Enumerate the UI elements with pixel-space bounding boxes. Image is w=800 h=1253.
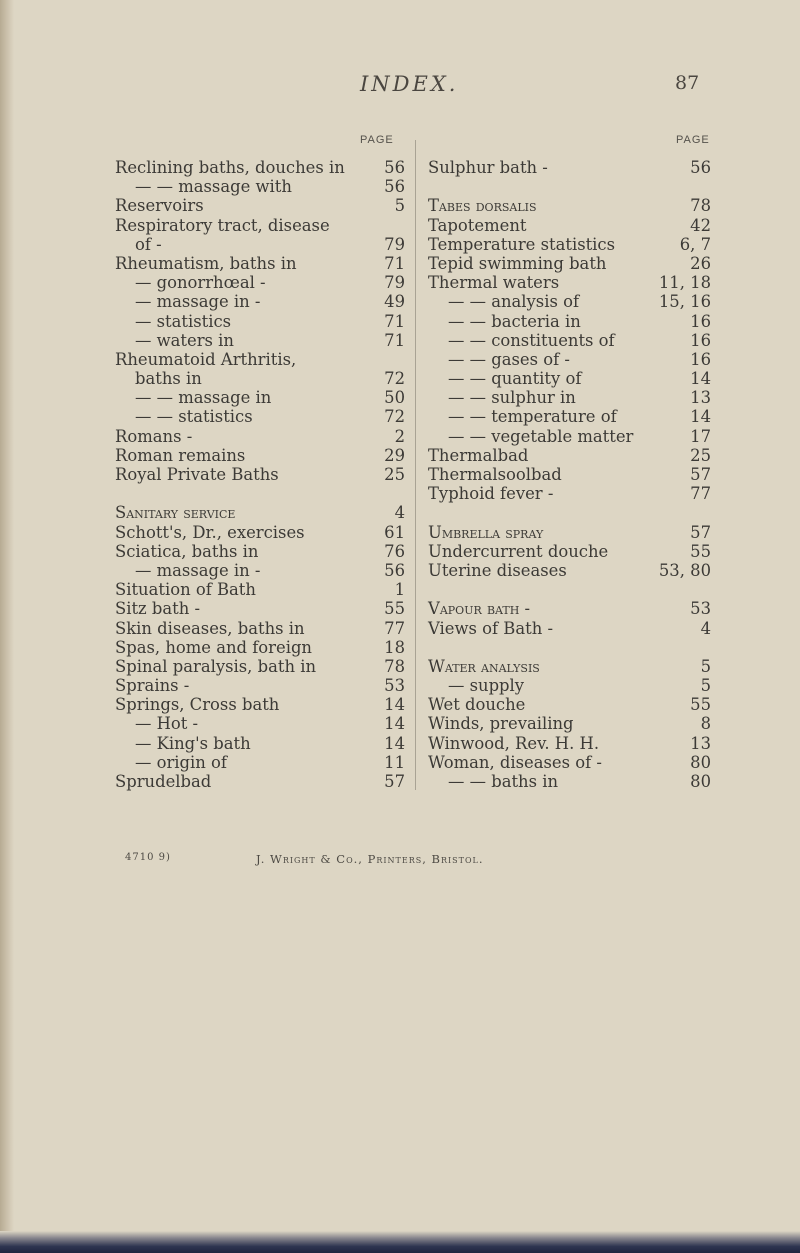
entry-page: 79 <box>384 273 405 293</box>
entry-page: 53, 80 <box>658 560 711 580</box>
index-entry <box>115 350 405 369</box>
right-column-head: PAGE <box>676 134 710 146</box>
entry-label: Undercurrent douche <box>428 541 609 561</box>
entry-page: 55 <box>690 541 711 561</box>
index-entry <box>428 446 711 465</box>
index-spacer <box>428 177 711 196</box>
entry-label: of - <box>135 234 162 254</box>
entry-page: 55 <box>690 695 711 715</box>
entry-page: 8 <box>700 714 711 734</box>
entry-label: Thermal waters <box>428 273 560 293</box>
entry-label: Rheumatoid Arthritis, <box>115 349 297 369</box>
entry-page: 71 <box>384 330 405 350</box>
entry-page: 53 <box>690 599 711 619</box>
index-entry <box>428 273 711 292</box>
index-spacer <box>428 580 711 599</box>
entry-page: 1 <box>394 580 405 600</box>
entry-label: Typhoid fever - <box>428 484 554 504</box>
index-entry <box>428 734 711 753</box>
entry-label: — King's bath <box>135 733 251 753</box>
entry-label: Views of Bath - <box>428 618 553 638</box>
index-entry <box>115 446 405 465</box>
index-entry <box>115 657 405 676</box>
index-entry <box>115 407 405 426</box>
index-entry <box>428 599 711 618</box>
index-entry <box>115 254 405 273</box>
entry-page: 5 <box>700 676 711 696</box>
entry-label: Sprudelbad <box>115 772 212 791</box>
entry-label: Sciatica, baths in <box>115 541 259 561</box>
index-entry <box>115 753 405 772</box>
entry-page: 72 <box>384 407 405 427</box>
index-entry <box>115 714 405 733</box>
index-entry <box>115 542 405 561</box>
entry-label: Umbrella spray <box>428 522 544 542</box>
index-entry <box>428 753 711 772</box>
entry-label: Uterine diseases <box>428 560 567 580</box>
entry-page: 14 <box>384 733 405 753</box>
entry-page: 2 <box>394 426 405 446</box>
entry-page: 4 <box>700 618 711 638</box>
entry-label: — — constituents of <box>448 330 615 350</box>
index-entry <box>115 273 405 292</box>
entry-page: 79 <box>384 234 405 254</box>
entry-page: 16 <box>690 311 711 331</box>
index-entry <box>428 484 711 503</box>
entry-page: 14 <box>690 369 711 389</box>
index-entry <box>115 599 405 618</box>
entry-label: baths in <box>135 369 202 389</box>
entry-page: 14 <box>384 695 405 715</box>
index-column-right <box>428 158 711 791</box>
entry-label: Situation of Bath <box>115 580 256 600</box>
entry-label: Thermalbad <box>428 445 529 465</box>
page-title: INDEX. <box>360 72 459 96</box>
entry-label: Thermalsoolbad <box>428 465 562 484</box>
entry-page: 5 <box>394 196 405 216</box>
entry-page: 13 <box>690 733 711 753</box>
index-entry <box>428 542 711 561</box>
entry-label: — origin of <box>135 752 227 772</box>
entry-label: — massage in - <box>135 292 261 312</box>
entry-label: Water analysis <box>428 656 540 676</box>
entry-label: Roman remains <box>115 445 246 465</box>
entry-page: 77 <box>384 618 405 638</box>
index-entry <box>428 427 711 446</box>
index-entry <box>115 292 405 311</box>
entry-page: 77 <box>690 484 711 504</box>
entry-label: Respiratory tract, disease <box>115 215 330 235</box>
index-entry <box>115 638 405 657</box>
entry-label: Sulphur bath - <box>428 158 548 177</box>
index-entry <box>115 388 405 407</box>
index-entry <box>428 407 711 426</box>
index-entry <box>115 465 405 484</box>
entry-label: Royal Private Baths <box>115 465 279 484</box>
entry-page: 76 <box>384 541 405 561</box>
entry-page: 57 <box>384 772 405 791</box>
index-entry <box>428 292 711 311</box>
index-spacer <box>428 638 711 657</box>
left-column-head: PAGE <box>360 134 394 146</box>
index-entry <box>428 772 711 791</box>
index-entry <box>115 427 405 446</box>
index-entry <box>115 772 405 791</box>
entry-page: 49 <box>384 292 405 312</box>
page-number: 87 <box>675 72 700 94</box>
entry-page: 71 <box>384 253 405 273</box>
index-entry <box>428 388 711 407</box>
entry-label: Sitz bath - <box>115 599 201 619</box>
index-entry <box>115 676 405 695</box>
entry-label: Wet douche <box>428 695 526 715</box>
index-entry <box>428 312 711 331</box>
index-spacer <box>115 484 405 503</box>
entry-label: Tepid swimming bath <box>428 253 607 273</box>
entry-page: 6, 7 <box>679 234 711 254</box>
index-entry <box>428 216 711 235</box>
entry-page: 13 <box>690 388 711 408</box>
entry-label: — — quantity of <box>448 369 582 389</box>
entry-page: 78 <box>384 656 405 676</box>
index-entry <box>428 465 711 484</box>
entry-page: 56 <box>384 177 405 197</box>
entry-label: Spinal paralysis, bath in <box>115 656 317 676</box>
entry-page: 57 <box>690 465 711 484</box>
entry-page: 14 <box>384 714 405 734</box>
entry-page: 71 <box>384 311 405 331</box>
entry-page: 26 <box>690 253 711 273</box>
entry-page: 78 <box>690 196 711 216</box>
entry-label: Schott's, Dr., exercises <box>115 522 305 542</box>
index-entry <box>428 158 711 177</box>
entry-label: Temperature statistics <box>428 234 616 254</box>
column-divider <box>415 140 416 790</box>
entry-label: — Hot - <box>135 714 199 734</box>
index-entry <box>115 177 405 196</box>
entry-label: — — bacteria in <box>448 311 581 331</box>
entry-page: 25 <box>384 465 405 484</box>
index-entry <box>428 561 711 580</box>
entry-page: 56 <box>690 158 711 177</box>
print-code: 4710 9) <box>125 852 171 863</box>
index-entry <box>115 369 405 388</box>
entry-label: Rheumatism, baths in <box>115 253 297 273</box>
index-entry <box>428 254 711 273</box>
index-entry <box>115 331 405 350</box>
entry-page: 53 <box>384 676 405 696</box>
entry-page: 57 <box>690 522 711 542</box>
entry-label: Tapotement <box>428 215 527 235</box>
entry-page: 15, 16 <box>658 292 711 312</box>
index-entry <box>115 523 405 542</box>
entry-page: 56 <box>384 560 405 580</box>
entry-page: 25 <box>690 445 711 465</box>
entry-label: — massage in - <box>135 560 261 580</box>
entry-label: Woman, diseases of - <box>428 752 602 772</box>
page-edge-shadow <box>0 0 14 1253</box>
entry-label: — supply <box>448 676 525 696</box>
entry-label: — — analysis of <box>448 292 580 312</box>
entry-page: 61 <box>384 522 405 542</box>
index-entry <box>115 312 405 331</box>
entry-label: — — massage with <box>135 177 292 197</box>
index-entry <box>428 196 711 215</box>
entry-label: Romans - <box>115 426 193 446</box>
index-spacer <box>428 503 711 522</box>
entry-label: Skin diseases, baths in <box>115 618 305 638</box>
entry-label: Reclining baths, douches in <box>115 158 345 177</box>
entry-page: 4 <box>394 503 405 523</box>
entry-page: 50 <box>384 388 405 408</box>
entry-label: Winds, prevailing <box>428 714 574 734</box>
page-header <box>0 68 800 108</box>
entry-page: 11, 18 <box>658 273 711 293</box>
page-footer <box>0 852 800 872</box>
entry-label: Sprains - <box>115 676 190 696</box>
entry-page: 55 <box>384 599 405 619</box>
index-column-left <box>115 158 405 791</box>
entry-page: 11 <box>384 752 405 772</box>
entry-label: Spas, home and foreign <box>115 637 312 657</box>
entry-page: 56 <box>384 158 405 177</box>
index-entry <box>428 676 711 695</box>
entry-label: Winwood, Rev. H. H. <box>428 733 600 753</box>
index-entry <box>428 619 711 638</box>
index-entry <box>115 235 405 254</box>
entry-label: Sanitary service <box>115 503 236 523</box>
index-entry <box>115 196 405 215</box>
entry-label: — — baths in <box>448 772 559 791</box>
index-entry <box>115 503 405 522</box>
index-entry <box>115 580 405 599</box>
entry-label: Springs, Cross bath <box>115 695 280 715</box>
index-entry <box>428 350 711 369</box>
index-entry <box>428 714 711 733</box>
printer-imprint: J. Wright & Co., Printers, Bristol. <box>256 852 484 866</box>
entry-label: — — massage in <box>135 388 272 408</box>
index-entry <box>428 523 711 542</box>
entry-label: Tabes dorsalis <box>428 196 537 216</box>
index-entry <box>115 561 405 580</box>
entry-page: 80 <box>690 752 711 772</box>
entry-label: Vapour bath - <box>428 599 531 619</box>
index-entry <box>115 695 405 714</box>
entry-label: — — statistics <box>135 407 253 427</box>
entry-label: — statistics <box>135 311 232 331</box>
entry-page: 17 <box>690 426 711 446</box>
entry-label: — — vegetable matter <box>448 426 634 446</box>
entry-page: 16 <box>690 349 711 369</box>
entry-page: 42 <box>690 215 711 235</box>
index-entry <box>428 235 711 254</box>
entry-page: 18 <box>384 637 405 657</box>
index-entry <box>428 369 711 388</box>
index-entry <box>115 216 405 235</box>
index-entry <box>428 657 711 676</box>
entry-page: 80 <box>690 772 711 791</box>
entry-page: 72 <box>384 369 405 389</box>
page-bottom-edge <box>0 1231 800 1253</box>
entry-label: — — temperature of <box>448 407 617 427</box>
index-entry <box>115 619 405 638</box>
entry-label: — waters in <box>135 330 234 350</box>
index-entry <box>115 158 405 177</box>
entry-label: Reservoirs <box>115 196 204 216</box>
entry-label: — gonorrhœal - <box>135 273 266 293</box>
index-entry <box>115 734 405 753</box>
entry-label: — — sulphur in <box>448 388 576 408</box>
entry-page: 5 <box>700 656 711 676</box>
entry-page: 16 <box>690 330 711 350</box>
entry-label: — — gases of - <box>448 349 570 369</box>
index-entry <box>428 331 711 350</box>
entry-page: 14 <box>690 407 711 427</box>
index-entry <box>428 695 711 714</box>
entry-page: 29 <box>384 445 405 465</box>
